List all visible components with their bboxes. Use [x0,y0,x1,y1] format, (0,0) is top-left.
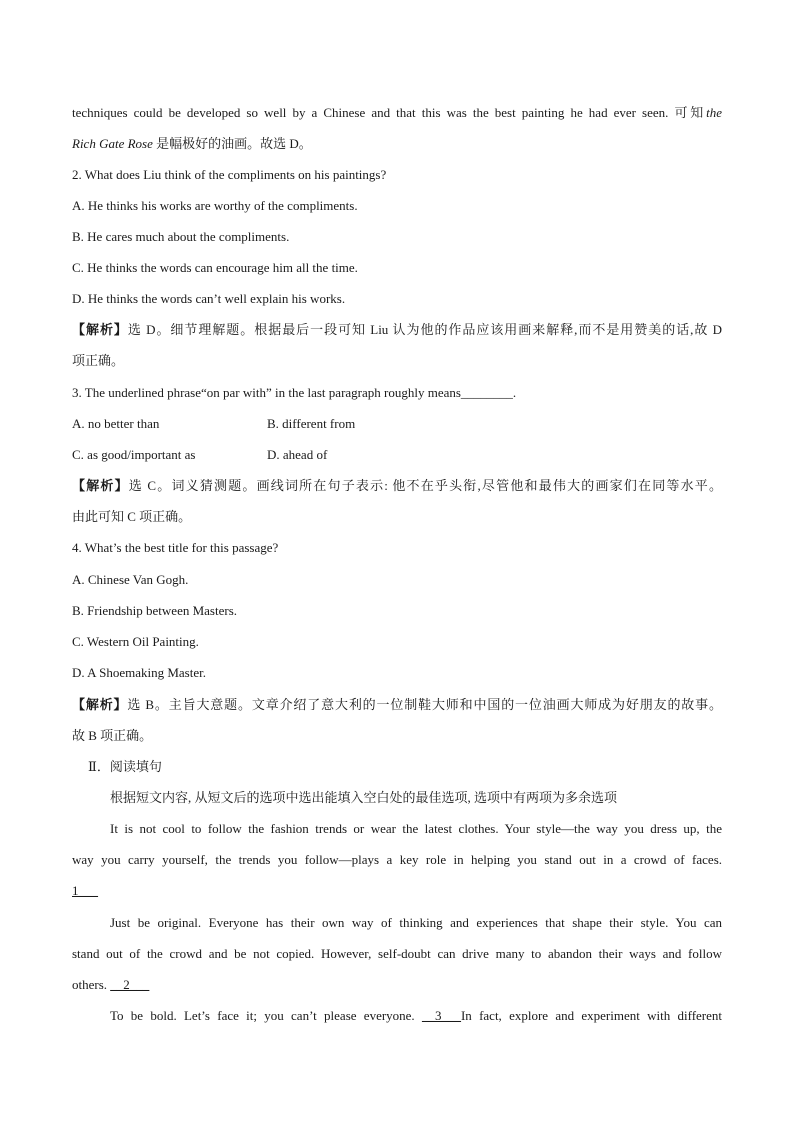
q2-option-d: D. He thinks the words can’t well explain his works. [72,291,346,306]
analysis-tag: 【解析】 [72,697,128,712]
blank-2-marker: __2___ [110,977,150,992]
q1-expl-conclusion: 是幅极好的油画。故选 D。 [152,136,312,151]
analysis-tag: 【解析】 [72,322,128,337]
q3-option-b: B. different from [267,416,356,431]
q2-explanation-line1 [72,321,722,339]
q4-question: 4. What’s the best title for this passage? [72,540,279,555]
q4-option-d: D. A Shoemaking Master. [72,665,206,680]
blank-3-marker: __3___ [421,1008,461,1023]
p2-text: others. [72,977,111,992]
q1-explanation-line1 [72,104,722,122]
q4-option-b: B. Friendship between Masters. [72,603,238,618]
passage-p1-line1: It is not cool to follow the fashion trends or wear the latest clothes. Your style—the way you dress up, the [110,821,722,836]
q2-question: 2. What does Liu think of the compliments on his paintings? [72,167,387,182]
passage-p2-line2: stand out of the crowd and be not copied. However, self-doubt can drive many to abandon their ways and follow [72,946,722,961]
q3-option-a: A. no better than [72,416,160,431]
passage-p2-line1: Just be original. Everyone has their own way of thinking and experiences that shape their style. You can [110,915,722,930]
passage-p2-line3 [72,976,149,994]
passage-p1-line2: way you carry yourself, the trends you follow—plays a key role in helping you stand out in a crowd of faces. [72,852,722,867]
q3-expl-text: 选 C。词义猜测题。画线词所在句子表示: 他不在乎头衔,尽管他和最伟大的画家们在同等水平。 [128,478,722,493]
q3-explanation-line2: 由此可知 C 项正确。 [72,509,192,524]
q2-option-c: C. He thinks the words can encourage him all the time. [72,260,358,275]
q1-expl-italic: the [706,105,722,120]
q3-explanation-line1 [72,477,722,495]
q2-option-b: B. He cares much about the compliments. [72,229,290,244]
q4-explanation-line1 [72,696,722,714]
section-instruction: 根据短文内容, 从短文后的选项中选出能填入空白处的最佳选项, 选项中有两项为多余选项 [110,790,618,805]
q3-options-row1 [72,415,472,433]
q4-expl-text: 选 B。主旨大意题。文章介绍了意大利的一位制鞋大师和中国的一位油画大师成为好朋友的故事。 [127,697,722,712]
q4-option-c: C. Western Oil Painting. [72,634,199,649]
p3-text-b: In fact, explore and experiment with different [460,1008,723,1023]
painting-title: Rich Gate Rose [72,136,153,151]
q2-expl-text: 选 D。细节理解题。根据最后一段可知 Liu 认为他的作品应该用画来解释,而不是用赞美的话,故 D [127,322,722,337]
blank-1-marker: 1___ [72,883,98,898]
section-heading: Ⅱ．阅读填句 [88,759,162,774]
blank-1 [72,882,98,900]
q3-options-row2 [72,446,472,464]
q2-option-a: A. He thinks his works are worthy of the compliments. [72,198,358,213]
q3-option-c: C. as good/important as [72,447,196,462]
q2-explanation-line2: 项正确。 [72,353,125,368]
q1-expl-text: techniques could be developed so well by a Chinese and that this was the best painting he had ever seen. 可知 [72,105,707,120]
q4-explanation-line2: 故 B 项正确。 [72,728,153,743]
analysis-tag: 【解析】 [72,478,129,493]
q4-option-a: A. Chinese Van Gogh. [72,572,189,587]
q1-explanation-line2 [72,135,312,153]
q3-option-d: D. ahead of [267,447,328,462]
q3-question: 3. The underlined phrase“on par with” in the last paragraph roughly means________. [72,385,517,400]
passage-p3-line1 [110,1007,722,1025]
p3-text-a: To be bold. Let’s face it; you can’t please everyone. [110,1008,422,1023]
